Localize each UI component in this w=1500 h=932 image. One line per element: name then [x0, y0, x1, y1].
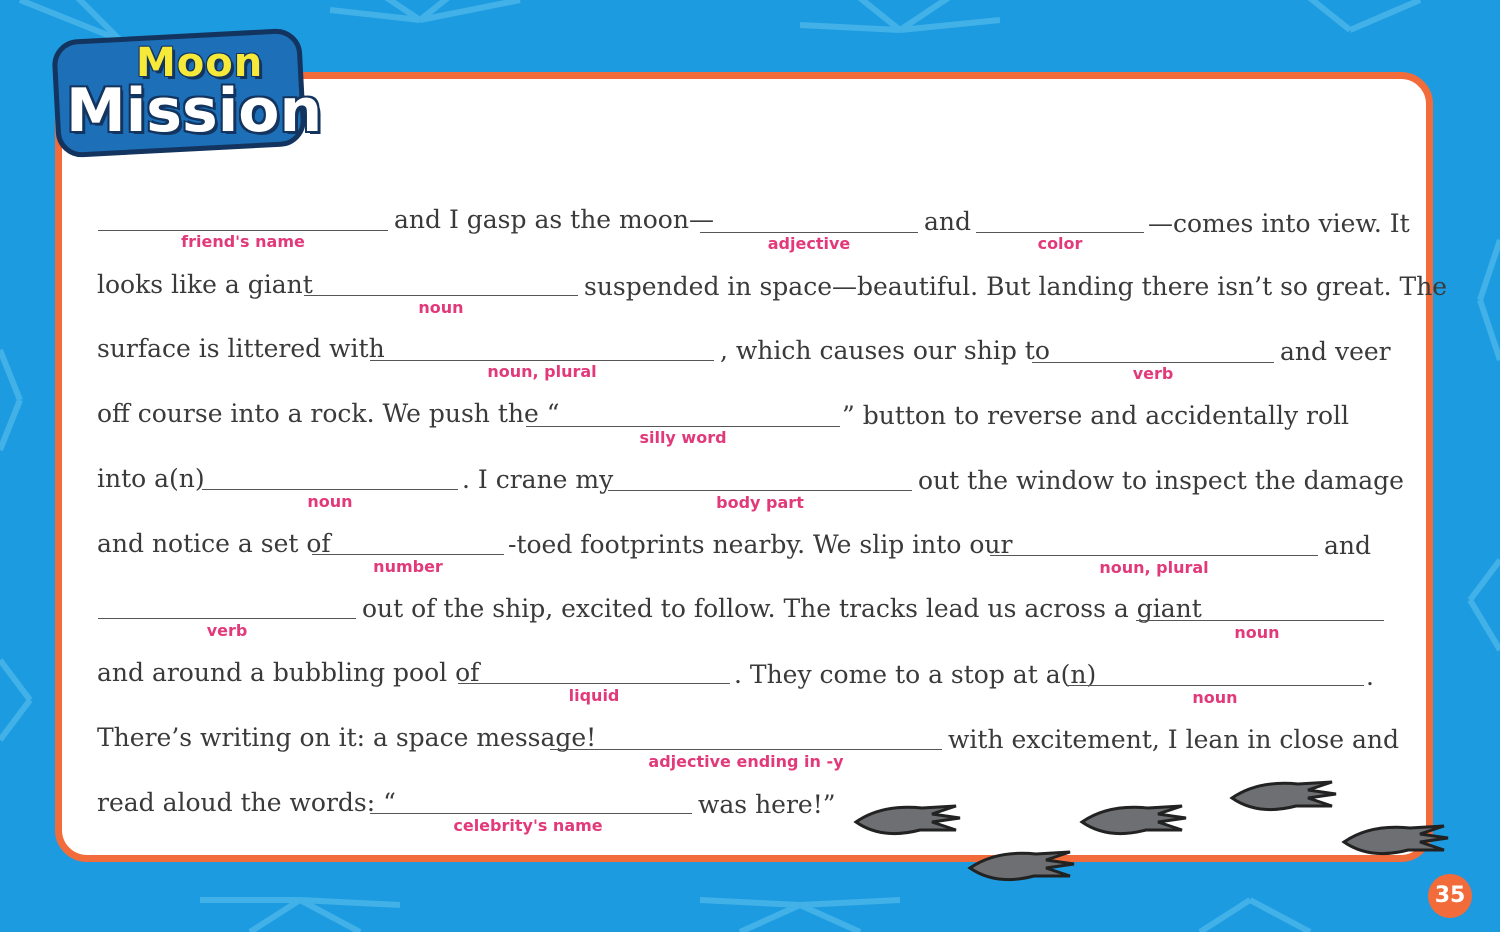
story-text: , which causes our ship to [720, 336, 1050, 365]
story-text: out of the ship, excited to follow. The tracks lead us across a giant [362, 594, 1202, 623]
story-text: . [1366, 662, 1374, 691]
blank-celebrity[interactable] [370, 812, 692, 814]
page-number: 35 [1428, 874, 1472, 918]
blank-liquid[interactable] [458, 682, 730, 684]
hint-silly-word: silly word [639, 428, 727, 447]
story-text: was here!” [698, 790, 836, 819]
story-text: and around a bubbling pool of [97, 658, 480, 687]
hint-noun-2: noun [307, 492, 353, 511]
blank-noun-4[interactable] [1066, 684, 1364, 686]
story-text: surface is littered with [97, 334, 385, 363]
blank-friends-name[interactable] [98, 229, 388, 231]
footprint-icon [1078, 800, 1190, 842]
story-text: out the window to inspect the damage [918, 466, 1404, 495]
story-text: There’s writing on it: a space message! [97, 723, 597, 752]
story-text: and veer [1280, 337, 1391, 366]
footprint-icon [1228, 776, 1340, 818]
blank-noun-3[interactable] [1136, 619, 1384, 621]
blank-noun-plural-2[interactable] [990, 554, 1318, 556]
story-text: suspended in space—beautiful. But landing there isn’t so great. The [584, 272, 1448, 301]
blank-adjective-y[interactable] [550, 748, 942, 750]
footprint-icon [966, 846, 1078, 888]
hint-verb: verb [1132, 364, 1174, 383]
hint-friends-name: friend's name [181, 232, 305, 251]
title-moon: Moon [136, 40, 264, 86]
story-text: off course into a rock. We push the “ [97, 399, 560, 428]
hint-noun-4: noun [1192, 688, 1238, 707]
story-text: and [1324, 531, 1372, 560]
story-text: read aloud the words: “ [97, 788, 396, 817]
hint-noun-3: noun [1234, 623, 1280, 642]
title-badge [48, 30, 323, 160]
hint-liquid: liquid [568, 686, 620, 705]
blank-adjective[interactable] [700, 231, 918, 233]
story-text: —comes into view. It [1148, 209, 1410, 238]
story-text: ” button to reverse and accidentally roll [842, 401, 1350, 430]
blank-verb-2[interactable] [98, 617, 356, 619]
blank-body-part[interactable] [608, 489, 912, 491]
hint-noun-plural-2: noun, plural [1099, 558, 1209, 577]
story-text: with excitement, I lean in close and [948, 725, 1400, 754]
title-mission: Mission [66, 76, 323, 146]
story-text: looks like a giant [97, 270, 313, 299]
story-text: -toed footprints nearby. We slip into our [508, 530, 1013, 559]
hint-noun-plural: noun, plural [487, 362, 597, 381]
hint-body-part: body part [716, 493, 804, 512]
blank-verb[interactable] [1032, 361, 1274, 363]
hint-adjective-y: adjective ending in -y [648, 752, 844, 771]
story-text: . They come to a stop at a(n) [734, 660, 1097, 689]
blank-number[interactable] [312, 553, 504, 555]
hint-color: color [1037, 234, 1083, 253]
footprint-icon [1340, 820, 1452, 862]
blank-color[interactable] [976, 231, 1144, 233]
story-text: . I crane my [462, 465, 614, 494]
story-text: and notice a set of [97, 529, 331, 558]
footprint-icon [852, 800, 964, 842]
hint-number: number [373, 557, 443, 576]
blank-noun-plural[interactable] [370, 359, 714, 361]
hint-verb-2: verb [206, 621, 248, 640]
hint-adjective: adjective [767, 234, 851, 253]
story-text: and [924, 207, 972, 236]
blank-noun-2[interactable] [202, 488, 458, 490]
story-text: and I gasp as the moon— [394, 205, 714, 234]
blank-silly-word[interactable] [526, 425, 840, 427]
story-text: into a(n) [97, 464, 205, 493]
hint-noun: noun [418, 298, 464, 317]
hint-celebrity: celebrity's name [453, 816, 603, 835]
blank-noun[interactable] [304, 294, 578, 296]
